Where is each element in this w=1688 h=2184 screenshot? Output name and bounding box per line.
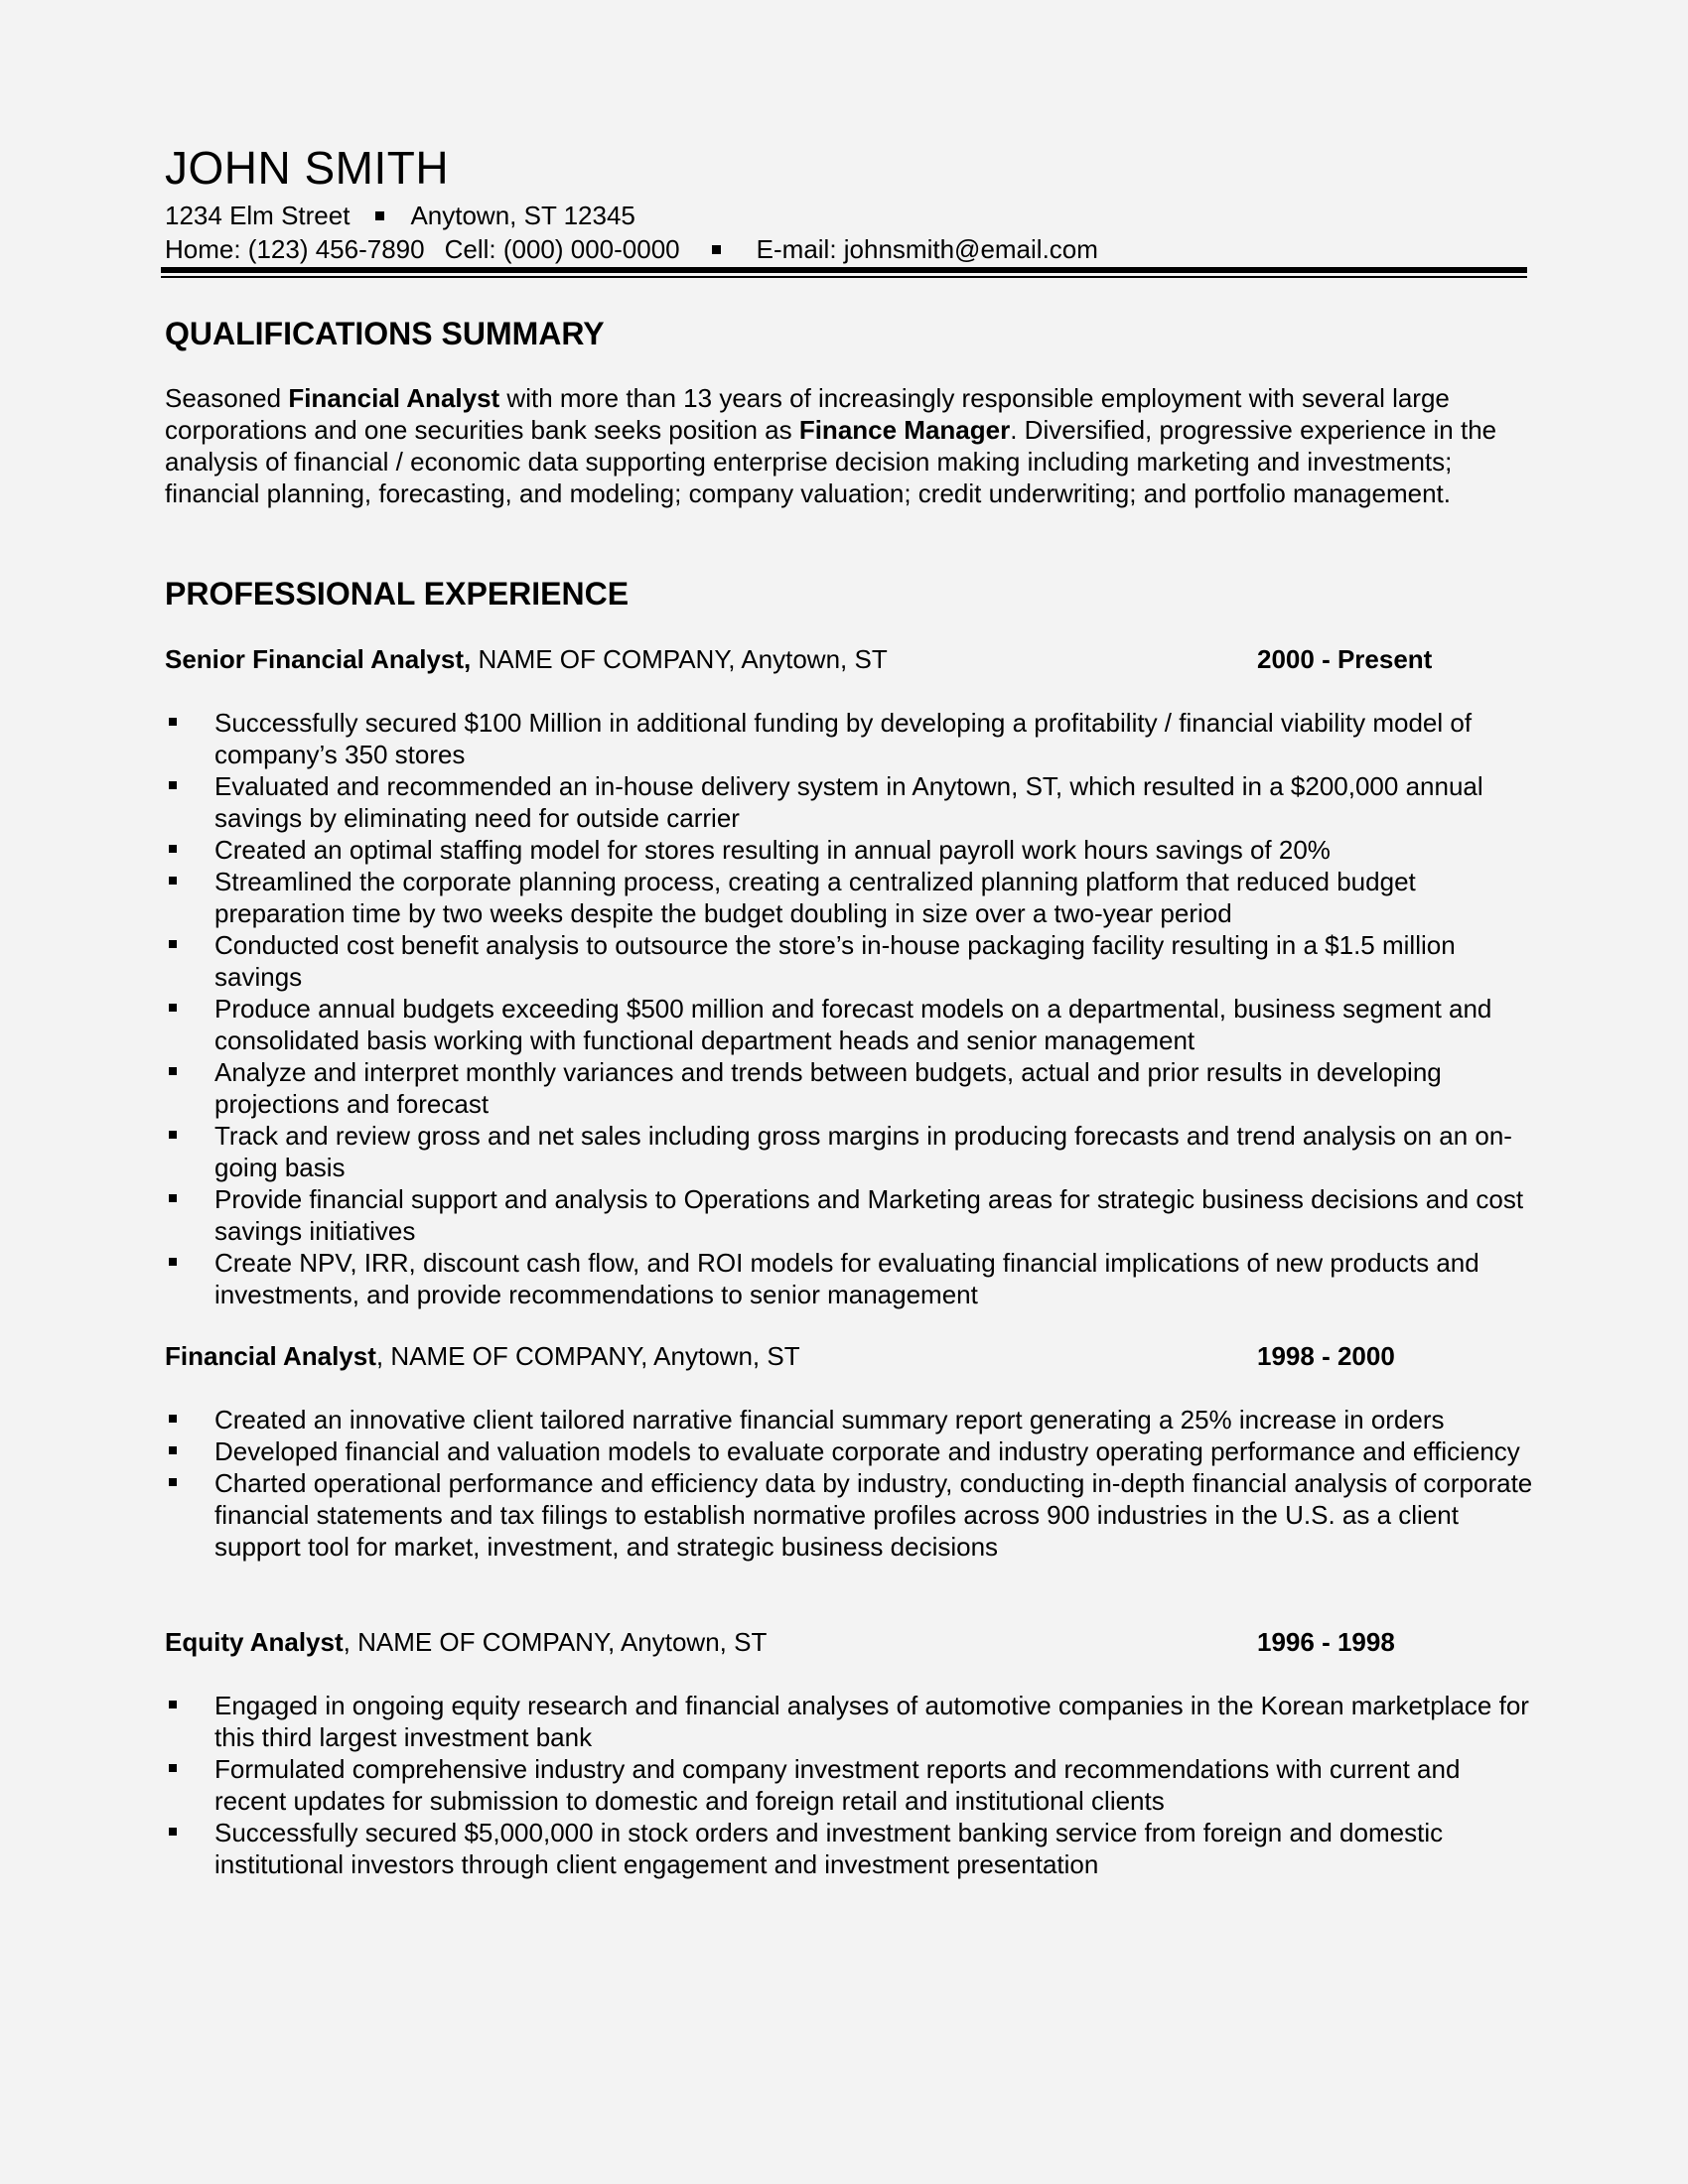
square-bullet-icon <box>169 1131 177 1139</box>
phone-email-line <box>165 234 1098 264</box>
list-item: Created an innovative client tailored narrative financial summary report generating a 25% increase in orders <box>165 1404 1535 1435</box>
list-item: Streamlined the corporate planning process, creating a centralized planning platform that reduced budget preparation time by two weeks despite the budget doubling in size over a two-year period <box>165 866 1535 929</box>
list-item: Track and review gross and net sales including gross margins in producing forecasts and trend analysis on an on-going basis <box>165 1120 1535 1183</box>
list-item: Provide financial support and analysis to Operations and Marketing areas for strategic business decisions and cost savings initiatives <box>165 1183 1535 1247</box>
square-bullet-icon <box>169 1258 177 1266</box>
job-dates: 1996 - 1998 <box>1257 1627 1395 1657</box>
home-phone: Home: (123) 456-7890 <box>165 234 425 264</box>
list-item: Charted operational performance and efficiency data by industry, conducting in-depth financial analysis of corporate financial statements and tax filings to establish normative profiles across 900 industries in the U.S. as a client support tool for market, investment, and strategic business decisions <box>165 1467 1535 1563</box>
job-company: NAME OF COMPANY, Anytown, ST <box>471 644 888 674</box>
cell-phone: Cell: (000) 000-0000 <box>444 234 680 264</box>
square-bullet-icon <box>169 1004 177 1012</box>
list-item: Developed financial and valuation models to evaluate corporate and industry operating performance and efficiency <box>165 1435 1535 1467</box>
square-bullet-icon <box>169 1701 177 1708</box>
address-city: Anytown, ST 12345 <box>410 201 635 230</box>
email-address[interactable]: E-mail: johnsmith@email.com <box>756 234 1098 264</box>
square-bullet-icon <box>169 1446 177 1454</box>
list-item: Conducted cost benefit analysis to outsource the store’s in-house packaging facility resulting in a $1.5 million savings <box>165 929 1535 993</box>
square-bullet-icon <box>169 1067 177 1075</box>
summary-text: . Diversified, progressive experience in the analysis of financial / economic data supporting enterprise decision making including marketing and investments; financial planning, forecasting, and modeling; company valuation; credit underwriting; and portfolio management. <box>165 415 1497 508</box>
list-item: Create NPV, IRR, discount cash flow, and ROI models for evaluating financial implications of new products and investments, and provide recommendations to senior management <box>165 1247 1535 1310</box>
job-title: Equity Analyst <box>165 1627 344 1657</box>
job-title: Senior Financial Analyst, <box>165 644 472 674</box>
address-line <box>165 201 635 230</box>
square-bullet-icon <box>169 1478 177 1486</box>
list-item: Evaluated and recommended an in-house delivery system in Anytown, ST, which resulted in a $200,000 annual savings by eliminating need for outside carrier <box>165 770 1535 834</box>
square-bullet-icon <box>169 877 177 885</box>
qualifications-heading: QUALIFICATIONS SUMMARY <box>165 316 605 351</box>
square-bullet-icon <box>169 1764 177 1772</box>
list-item: Formulated comprehensive industry and company investment reports and recommendations with current and recent updates for submission to domestic and foreign retail and institutional clients <box>165 1753 1535 1817</box>
job-bullets <box>165 1404 1535 1563</box>
candidate-name: JOHN SMITH <box>165 142 450 194</box>
job-dates: 1998 - 2000 <box>1257 1341 1395 1371</box>
job-bullets <box>165 1690 1535 1880</box>
list-item: Analyze and interpret monthly variances and trends between budgets, actual and prior results in developing projections and forecast <box>165 1056 1535 1120</box>
list-item: Produce annual budgets exceeding $500 million and forecast models on a departmental, business segment and consolidated basis working with functional department heads and senior management <box>165 993 1535 1056</box>
square-bullet-icon <box>169 1194 177 1202</box>
header-divider-thin <box>161 276 1527 278</box>
summary-text: Seasoned <box>165 383 289 413</box>
header-divider-thick <box>161 267 1527 273</box>
job-company: , NAME OF COMPANY, Anytown, ST <box>343 1627 768 1657</box>
list-item: Successfully secured $100 Million in additional funding by developing a profitability / financial viability model of company’s 350 stores <box>165 707 1535 770</box>
job-title: Financial Analyst <box>165 1341 376 1371</box>
list-item: Created an optimal staffing model for stores resulting in annual payroll work hours savings of 20% <box>165 834 1535 866</box>
experience-heading: PROFESSIONAL EXPERIENCE <box>165 576 630 612</box>
square-bullet-icon <box>169 845 177 853</box>
list-item: Engaged in ongoing equity research and financial analyses of automotive companies in the Korean marketplace for this third largest investment bank <box>165 1690 1535 1753</box>
square-bullet-icon <box>375 211 384 220</box>
square-bullet-icon <box>712 245 721 254</box>
summary-emphasis: Finance Manager <box>798 415 1011 445</box>
job-bullets <box>165 707 1535 1310</box>
square-bullet-icon <box>169 1415 177 1423</box>
square-bullet-icon <box>169 1828 177 1836</box>
job-header <box>165 643 888 675</box>
job-header <box>165 1626 767 1658</box>
address-street: 1234 Elm Street <box>165 201 351 230</box>
list-item: Successfully secured $5,000,000 in stock orders and investment banking service from foreign and domestic institutional investors through client engagement and investment presentation <box>165 1817 1535 1880</box>
square-bullet-icon <box>169 940 177 948</box>
summary-text: with more than 13 years of increasingly responsible employment with several large corporations and one securities bank seeks position as <box>165 383 1450 445</box>
qualifications-summary <box>165 382 1535 509</box>
summary-emphasis: Financial Analyst <box>288 383 500 413</box>
job-header <box>165 1340 800 1372</box>
job-dates: 2000 - Present <box>1257 644 1433 674</box>
job-company: , NAME OF COMPANY, Anytown, ST <box>375 1341 800 1371</box>
square-bullet-icon <box>169 781 177 789</box>
square-bullet-icon <box>169 718 177 726</box>
